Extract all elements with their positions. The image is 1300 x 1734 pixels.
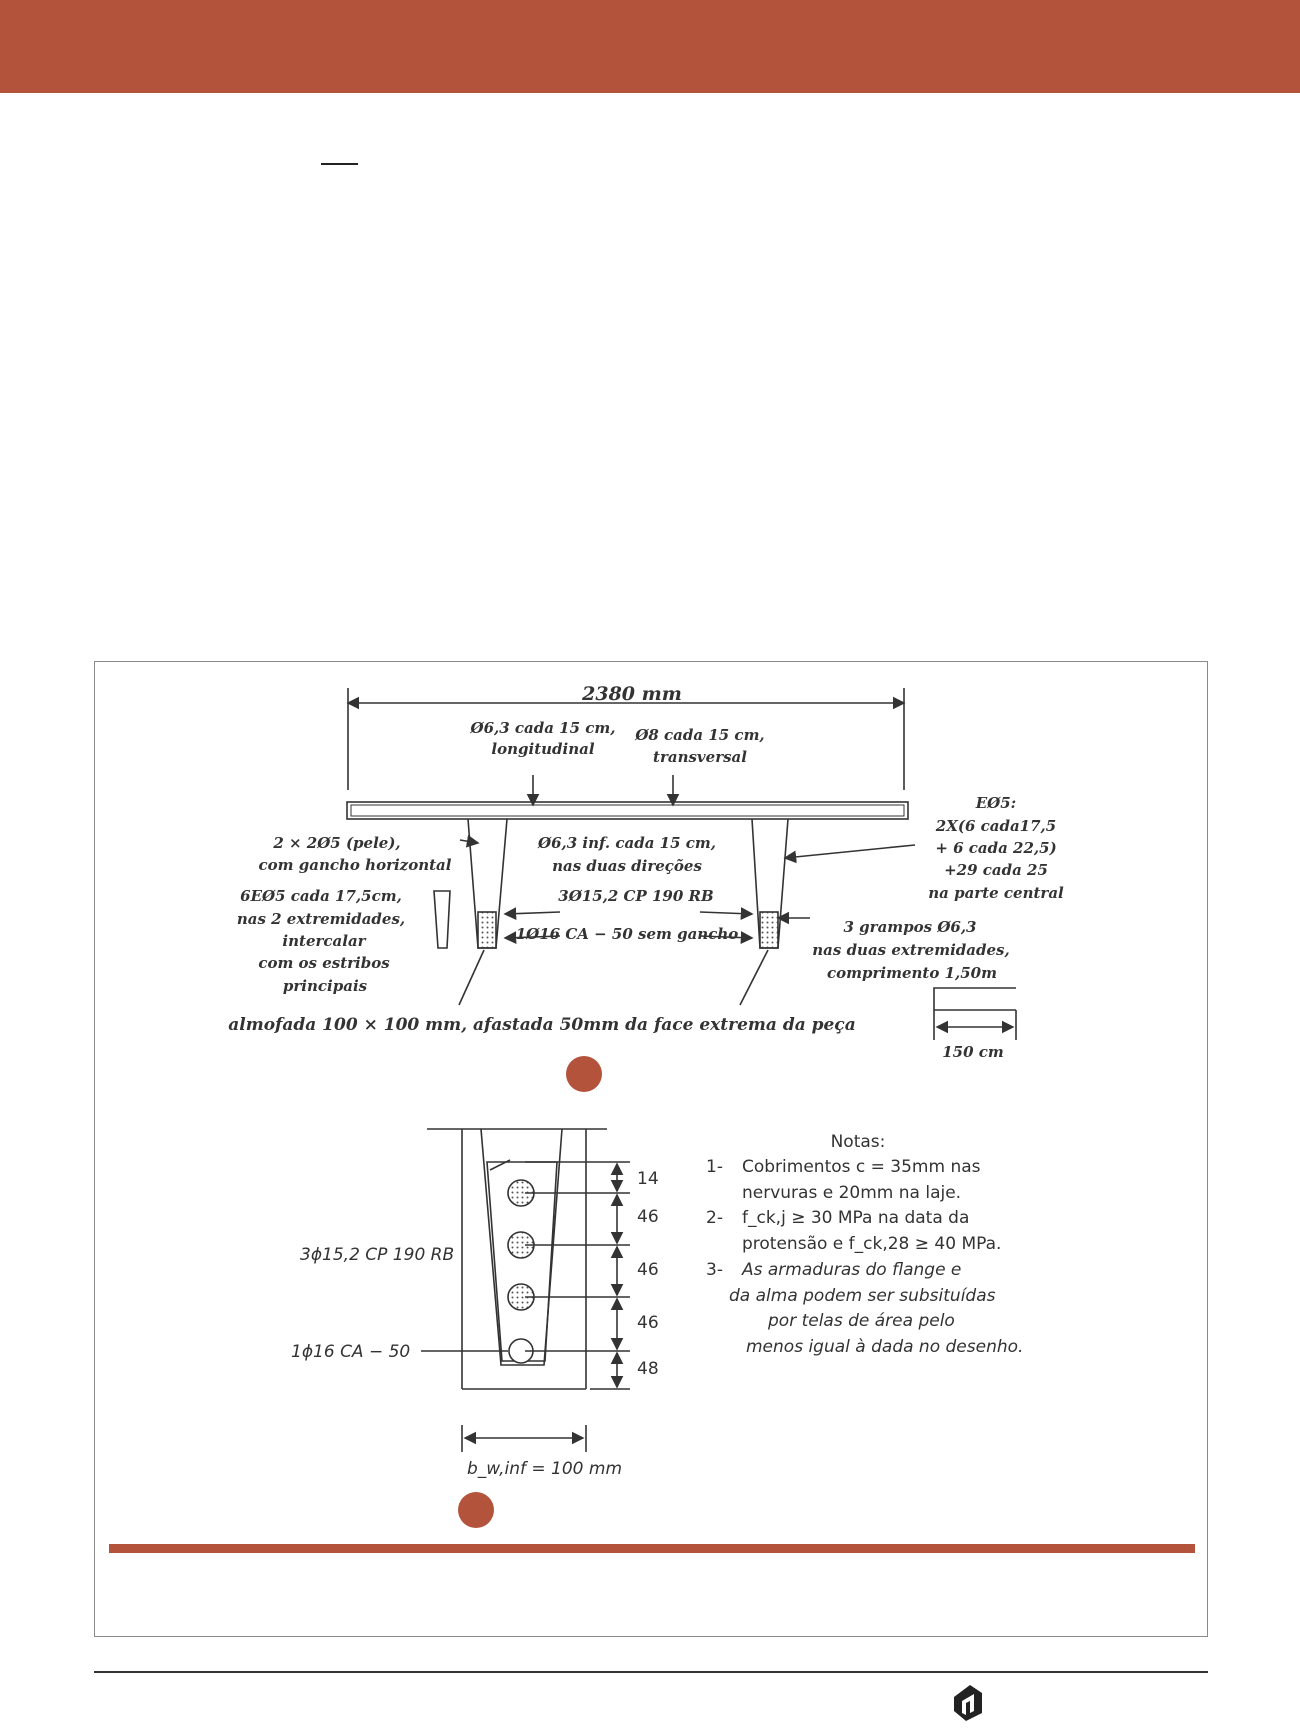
bottom-bars-label-1: Ø6,3 inf. cada 15 cm, [538,834,716,852]
overall-width-label: 2380 mm [582,683,682,705]
dim-46b: 46 [637,1260,659,1280]
detail-rebar-label: 1ϕ16 CA − 50 [291,1342,411,1362]
hairpins-label-1: 3 grampos Ø6,3 [843,918,977,936]
note-1-num: 1- [706,1157,723,1177]
note-1-line-1: Cobrimentos c = 35mm nas [742,1157,981,1177]
dim-48: 48 [637,1359,659,1379]
note-2-line-1: f_ck,j ≥ 30 MPa na data da [742,1208,970,1228]
note-2-line-2: protensão e f_ck,28 ≥ 40 MPa. [742,1234,1002,1254]
stirrups-label-5: na parte central [928,884,1064,902]
caption-bar [109,1544,1195,1553]
note-3-line-4: menos igual à dada no desenho. [746,1337,1024,1357]
end-stirrups-label-1: 6EØ5 cada 17,5cm, [240,887,402,905]
end-stirrups-label-4: com os estribos [258,954,390,972]
trans-bars-label-2: transversal [653,748,747,766]
trans-bars-label-1: Ø8 cada 15 cm, [635,726,765,744]
note-3-line-1: As armaduras do flange e [742,1260,962,1280]
footer-rule [94,1671,1208,1673]
note-2-num: 2- [706,1208,723,1228]
notes-title: Notas: [830,1132,886,1152]
dim-46c: 46 [637,1313,659,1333]
long-bars-label-2: longitudinal [491,740,595,758]
skin-bars-label-1: 2 × 2Ø5 (pele), [273,834,401,852]
figure-marker-a [566,1056,602,1092]
hairpin-length-label: 150 cm [942,1043,1004,1061]
stirrups-label-4: +29 cada 25 [944,861,1048,879]
rebar-label: 1Ø16 CA − 50 sem gancho [515,925,739,943]
notes [706,1132,1023,1357]
width-label: b_w,inf = 100 mm [467,1459,623,1479]
note-3-num: 3- [706,1260,723,1280]
strands-label: 3Ø15,2 CP 190 RB [558,887,714,905]
dim-14: 14 [637,1169,659,1189]
skin-bars-label-2: com gancho horizontal [258,856,452,874]
dim-46a: 46 [637,1207,659,1227]
publisher-logo-icon [948,1683,988,1723]
note-1-line-2: nervuras e 20mm na laje. [742,1183,962,1203]
end-stirrups-label-2: nas 2 extremidades, [236,910,406,928]
hairpins-label-2: nas duas extremidades, [812,941,1010,959]
end-stirrups-label-3: intercalar [282,932,366,950]
stirrups-label-2: 2X(6 cada17,5 [935,817,1057,835]
detail-labels [291,1169,659,1479]
detail-strands-label: 3ϕ15,2 CP 190 RB [300,1245,455,1265]
web-detail [421,1129,630,1452]
stirrups-label-1: EØ5: [975,794,1017,812]
note-3-line-3: por telas de área pelo [768,1311,955,1331]
stirrups-label-3: + 6 cada 22,5) [935,839,1057,857]
hairpins-label-3: comprimento 1,50m [827,964,997,982]
long-bars-label-1: Ø6,3 cada 15 cm, [470,719,616,737]
note-3-line-2: da alma podem ser subsituídas [729,1286,996,1306]
bottom-bars-label-2: nas duas direções [552,857,702,875]
figure-marker-b [458,1492,494,1528]
pad-label: almofada 100 × 100 mm, afastada 50mm da face extrema da peça [228,1015,856,1035]
end-stirrups-label-5: principais [282,977,368,995]
